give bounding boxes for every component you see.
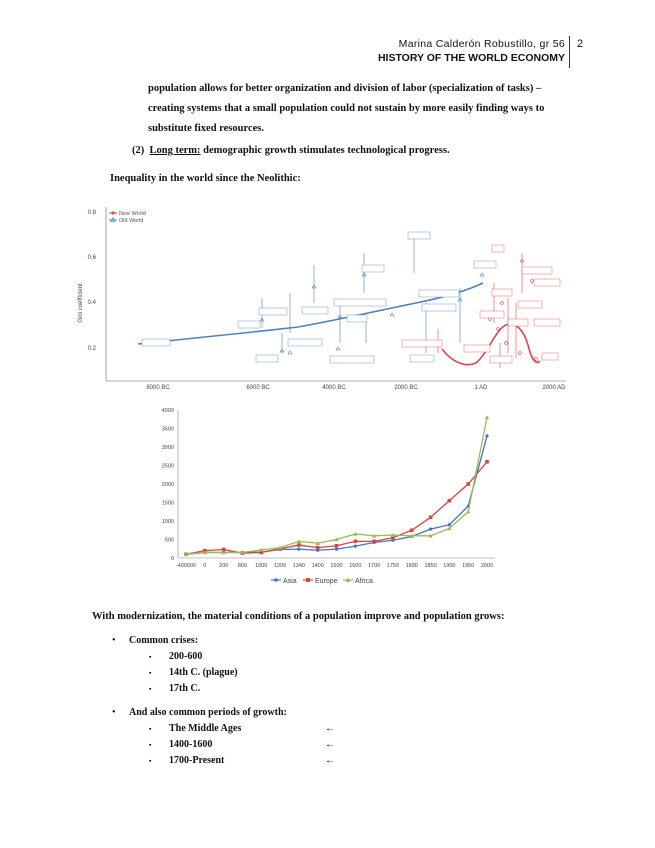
growth-heading: • And also common periods of growth: (129, 705, 287, 721)
x-tick-label: 1 AD (474, 385, 488, 391)
x-tick-label: 200 (219, 563, 229, 569)
growth-period: The Middle Ages (169, 723, 242, 734)
course-title: HISTORY OF THE WORLD ECONOMY (377, 52, 565, 64)
x-tick-label: 2000 BC (394, 385, 418, 391)
y-tick-label: 500 (164, 537, 174, 544)
data-point (429, 528, 432, 531)
list-item: ▪ 200-600 (169, 649, 238, 665)
y-tick-label: 1000 (161, 519, 174, 525)
long-term-point (132, 145, 450, 156)
paragraph-population (148, 79, 566, 139)
x-tick-label: 4000 BC (322, 385, 346, 391)
legend-old-world: Old World (119, 218, 144, 224)
x-tick-label: 1340 (292, 563, 305, 569)
x-tick-label: 1850 (424, 563, 437, 569)
x-tick-label: 1950 (462, 563, 475, 569)
long-term-label: Long term: (149, 145, 201, 156)
left-arrow-icon: ← (325, 739, 335, 750)
x-tick-label: 800 (237, 563, 248, 569)
inequality-heading: Inequality in the world since the Neolithic: (110, 173, 301, 184)
list-item: ▪ 14th C. (plague) (169, 665, 238, 681)
x-tick-label: 1400 (311, 563, 324, 569)
data-point (372, 540, 376, 544)
legend-europe: Europe (315, 578, 338, 585)
legend-asia-marker (274, 578, 278, 582)
y-tick-label: 3500 (161, 426, 174, 433)
y-tick-label: 4000 (161, 408, 174, 414)
crises-list (129, 633, 238, 697)
legend-asia: Asia (283, 578, 297, 585)
crises-heading: • Common crises: (129, 633, 238, 649)
data-point (485, 460, 489, 464)
x-tick-label: 2000 AD (542, 385, 566, 391)
data-point (335, 544, 339, 548)
data-point (485, 434, 488, 437)
data-point (410, 528, 414, 532)
series-line-asia (186, 436, 487, 554)
series-line-africa (186, 417, 487, 554)
data-point (466, 510, 470, 514)
long-term-number: (2) (132, 145, 145, 156)
data-point (335, 548, 338, 551)
y-tick-label: 0.2 (87, 346, 96, 352)
para-line: creating systems that a small population could not sustain by more easily finding ways to (148, 103, 545, 114)
x-tick-label: 2000 (480, 563, 494, 569)
population-chart (140, 402, 510, 592)
modernization-text: With modernization, the material conditions of a population improve and population grows: (92, 611, 505, 622)
y-tick-label: 0.6 (87, 255, 96, 261)
growth-period: 1700-Present (169, 755, 225, 766)
long-term-text: demographic growth stimulates technological progress. (200, 145, 450, 156)
legend-africa: Africa (355, 578, 373, 585)
x-tick-label: 0 (203, 563, 207, 569)
data-point (429, 516, 433, 520)
left-arrow-icon: ← (325, 723, 335, 734)
list-item (169, 721, 335, 737)
data-point (316, 546, 320, 550)
data-point (466, 482, 470, 486)
author-line: Marina Calderón Robustillo, gr 56 (398, 38, 565, 50)
page-number: 2 (577, 38, 584, 50)
data-point (485, 415, 489, 419)
data-point (297, 548, 300, 551)
para-line: substitute fixed resources. (148, 123, 264, 134)
x-tick-label: 1200 (273, 563, 287, 569)
para-line: population allows for better organization and division of labor (specialization of tasks) – (148, 83, 542, 94)
y-axis-label: Gini coefficient (78, 283, 84, 323)
x-tick-label: 1700 (368, 563, 381, 569)
x-tick-label: 1000 (255, 563, 268, 569)
header-divider (569, 36, 570, 68)
data-point (297, 543, 301, 547)
legend-new-world-marker (111, 211, 114, 214)
legend-new-world: New World (119, 211, 146, 217)
list-item (169, 753, 335, 769)
y-tick-label: 1500 (161, 500, 174, 507)
y-tick-label: 2000 (161, 482, 174, 488)
legend-europe-marker (306, 578, 310, 582)
y-tick-label: 3000 (161, 445, 174, 451)
data-point (354, 545, 357, 548)
x-tick-label: 6000 BC (246, 385, 270, 391)
y-tick-label: 0.8 (87, 210, 96, 216)
data-point (448, 523, 451, 526)
x-tick-label: 1600 (349, 563, 362, 569)
growth-list (129, 705, 335, 769)
growth-period: 1400-1600 (169, 739, 213, 750)
list-item: ▪ 17th C. (169, 681, 238, 697)
data-point (448, 499, 452, 503)
x-tick-label: -400000 (175, 563, 197, 569)
y-tick-label: 0.4 (87, 300, 96, 306)
y-tick-label: 2500 (161, 463, 174, 470)
list-item (169, 737, 335, 753)
x-tick-label: 1750 (386, 563, 400, 569)
data-point (354, 540, 358, 544)
x-tick-label: 1900 (443, 563, 456, 569)
x-tick-label: 8000 BC (146, 385, 170, 391)
x-tick-label: 1800 (405, 563, 418, 569)
left-arrow-icon: ← (325, 755, 335, 766)
y-tick-label: 0 (170, 556, 174, 562)
gini-chart (76, 203, 576, 393)
x-tick-label: 1500 (330, 563, 343, 569)
